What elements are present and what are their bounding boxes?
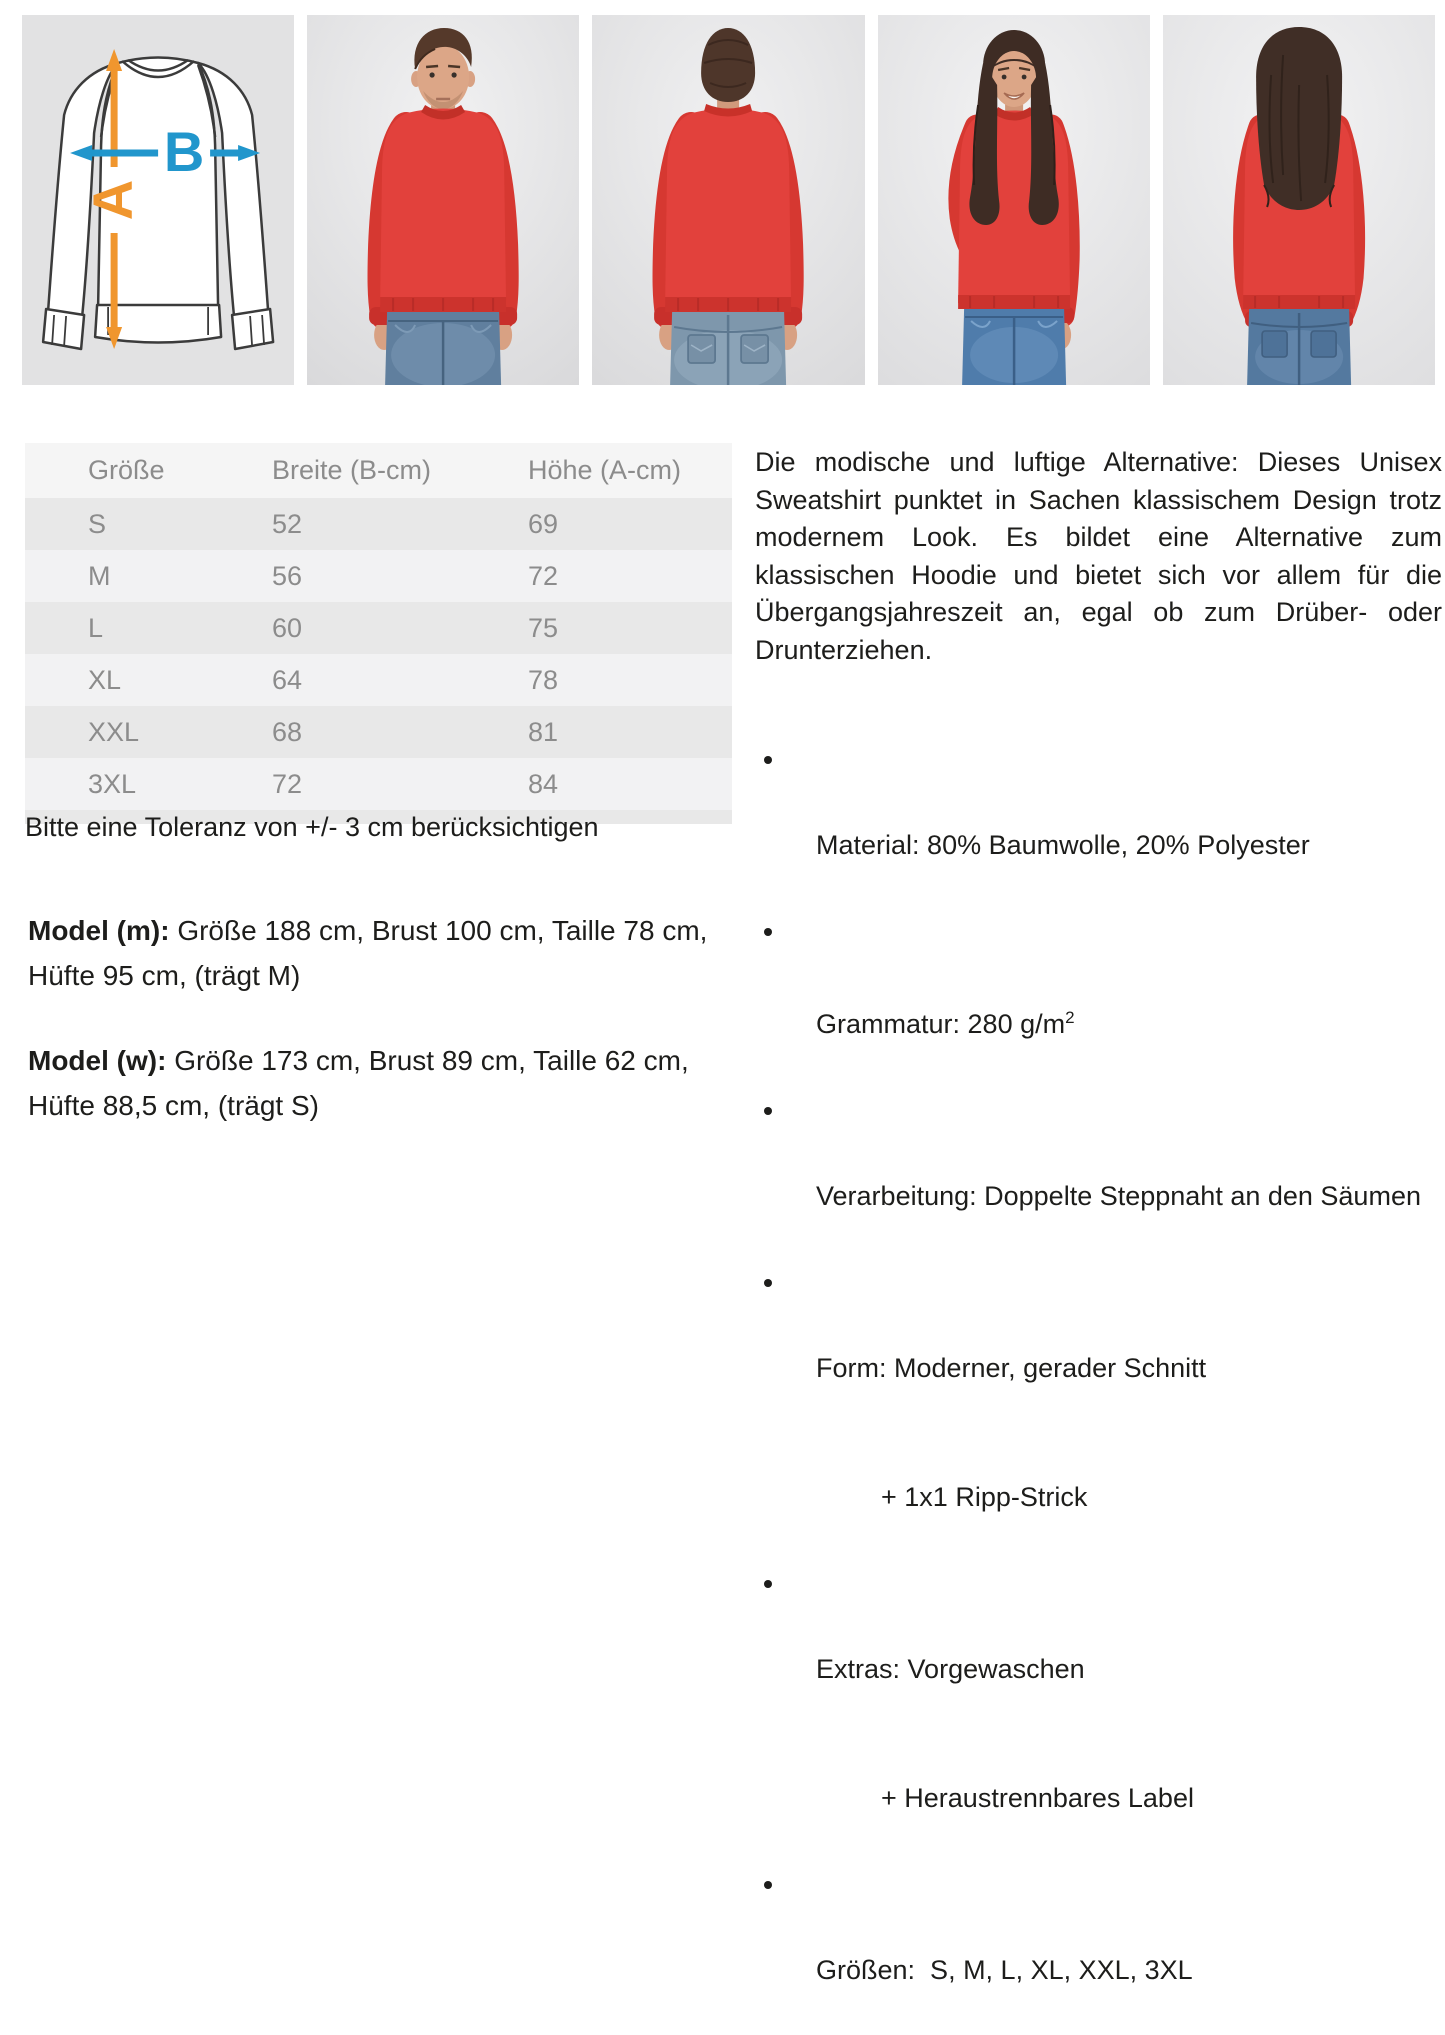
bullet-icon (764, 1580, 772, 1588)
height-cell: 78 (528, 664, 559, 695)
size-table (25, 443, 732, 824)
width-cell: 56 (272, 560, 303, 591)
male-front-photo (307, 15, 579, 385)
height-cell: 75 (528, 612, 559, 643)
model-male-back-image[interactable] (592, 15, 864, 385)
width-cell: 72 (272, 768, 303, 799)
table-row (25, 602, 732, 654)
size-diagram-image[interactable] (22, 15, 294, 385)
model-male-details: Größe 188 cm, Brust 100 cm, Taille 78 cm, Hüfte 95 cm, (trägt M) (28, 915, 708, 991)
model-female-back-image[interactable] (1163, 15, 1435, 385)
col-header-size: Größe (88, 455, 165, 485)
width-cell: 68 (272, 716, 303, 747)
sweatshirt-outline (43, 58, 273, 350)
feature-continuation-form (755, 1433, 1442, 1562)
table-row (25, 498, 732, 550)
col-header-width: Breite (B-cm) (272, 455, 432, 485)
male-back-photo (592, 15, 864, 385)
product-description: Die modische und luftige Alternative: Dieses Unisex Sweatshirt punktet in Sachen klassischem Design trotz modernem Look. Es bildet eine Alternative zum klassischen Hoodie und bietet sich vor allem für die Übergangsjahreszeit an, egal ob zum Drüber- oder Drunterziehen. (755, 447, 1442, 665)
model-female-details: Größe 173 cm, Brust 89 cm, Taille 62 cm, Hüfte 88,5 cm, (trägt S) (28, 1045, 689, 1121)
feature-item-material (755, 738, 1442, 910)
model-male-note (28, 908, 728, 998)
height-cell: 69 (528, 508, 559, 539)
model-male-front-image[interactable] (307, 15, 579, 385)
size-cell: XXL (88, 716, 140, 747)
width-cell: 60 (272, 612, 303, 643)
col-header-height: Höhe (A-cm) (528, 455, 682, 485)
model-female-front-image[interactable] (878, 15, 1150, 385)
female-back-figure (1243, 27, 1355, 385)
bullet-icon (764, 928, 772, 936)
model-female-note (28, 1038, 728, 1128)
female-back-photo (1163, 15, 1435, 385)
width-cell: 52 (272, 508, 303, 539)
size-cell: L (88, 612, 104, 643)
feature-item-grammatur (755, 910, 1442, 1089)
size-cell: S (88, 508, 107, 539)
table-row (25, 758, 732, 810)
feature-text: + Heraustrennbares Label (881, 1783, 1194, 1813)
tolerance-note: Bitte eine Toleranz von +/- 3 cm berücksichtigen (25, 812, 599, 842)
size-cell: XL (88, 664, 122, 695)
height-cell: 72 (528, 560, 559, 591)
table-row (25, 706, 732, 758)
feature-item-form (755, 1261, 1442, 1433)
bullet-icon (764, 1107, 772, 1115)
feature-list (755, 738, 1442, 2035)
height-cell: 81 (528, 716, 559, 747)
feature-text: Größen: S, M, L, XL, XXL, 3XL (816, 1955, 1193, 1985)
feature-text: Form: Moderner, gerader Schnitt (816, 1353, 1207, 1383)
feature-text: Material: 80% Baumwolle, 20% Polyester (816, 830, 1310, 860)
feature-item-verarbeitung (755, 1089, 1442, 1261)
feature-item-extras (755, 1562, 1442, 1734)
superscript-2: 2 (1065, 1008, 1075, 1027)
feature-text: + 1x1 Ripp-Strick (881, 1482, 1088, 1512)
product-gallery (22, 15, 1435, 385)
bullet-icon (764, 1881, 772, 1889)
table-row (25, 550, 732, 602)
label-b: B (163, 120, 205, 183)
feature-continuation-extras (755, 1734, 1442, 1863)
female-front-photo (878, 15, 1150, 385)
size-table-header (25, 443, 732, 498)
size-cell: 3XL (88, 768, 137, 799)
model-male-label: Model (m): (28, 915, 170, 946)
feature-text: Extras: Vorgewaschen (816, 1654, 1085, 1684)
sweatshirt-measure-diagram (22, 15, 294, 385)
bullet-icon (764, 756, 772, 764)
model-female-label: Model (w): (28, 1045, 167, 1076)
table-row (25, 654, 732, 706)
size-cell: M (88, 560, 111, 591)
height-cell: 84 (528, 768, 559, 799)
feature-item-groessen (755, 1863, 1442, 2035)
feature-text: Grammatur: 280 g/m (816, 1009, 1066, 1039)
width-cell: 64 (272, 664, 303, 695)
feature-text: Verarbeitung: Doppelte Steppnaht an den Säumen (816, 1181, 1421, 1211)
label-a: A (81, 179, 145, 221)
bullet-icon (764, 1279, 772, 1287)
